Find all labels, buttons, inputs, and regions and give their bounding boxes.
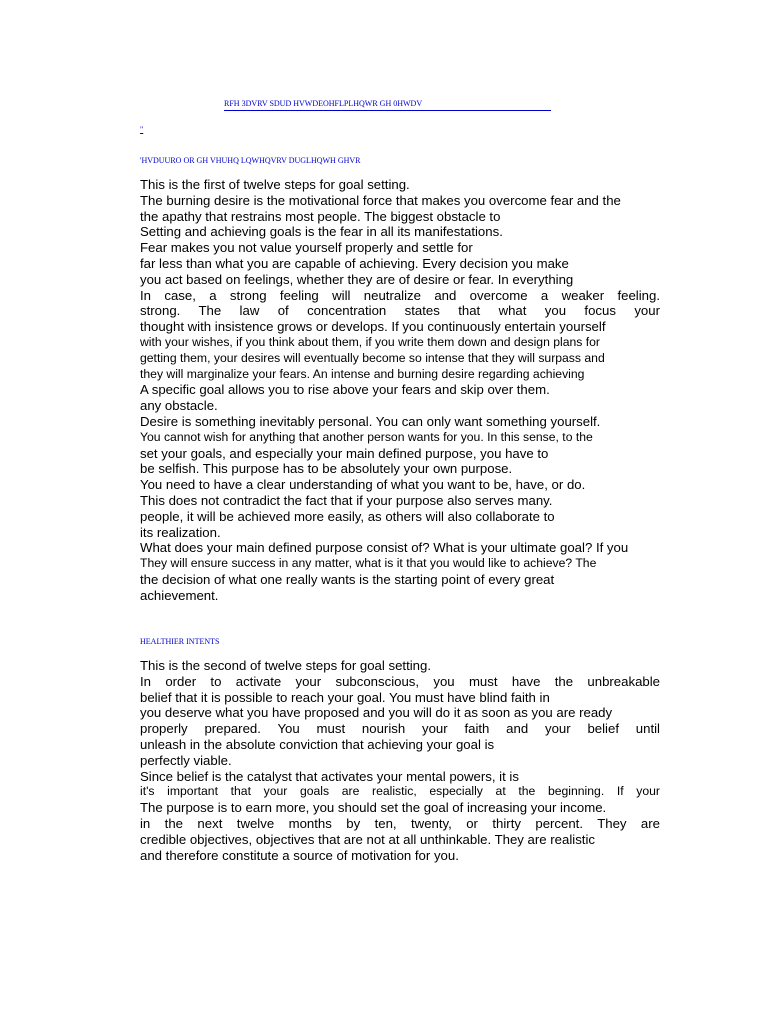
text-line: This is the second of twelve steps for goal setting. <box>140 658 432 673</box>
text-line: This does not contradict the fact that if your purpose also serves many. <box>140 492 553 508</box>
header-link[interactable]: RFH 3DVRV SDUD HVWDEOHFLPLHQWR GH 0HWDV <box>224 98 551 111</box>
text-line: belief that it is possible to reach your goal. You must have blind faith in <box>140 689 550 705</box>
text-line: the decision of what one really wants is the starting point of every great <box>140 571 555 587</box>
text-line: Fear makes you not value yourself properly and settle for <box>140 240 473 256</box>
text-line: thought with insistence grows or develops. If you continuously entertain yourself <box>140 319 606 335</box>
text-line: it's important that your goals are realistic, especially at the beginning. If your <box>140 784 660 799</box>
text-line: the apathy that restrains most people. The biggest obstacle to <box>140 208 501 224</box>
text-line: in the next twelve months by ten, twenty, or thirty percent. They are <box>140 815 660 831</box>
text-line: far less than what you are capable of achieving. Every decision you make <box>140 255 569 271</box>
text-line: In order to activate your subconscious, you must have the unbreakable <box>140 673 660 689</box>
section2-heading: HEALTHIER INTENTS <box>140 637 220 646</box>
text-line: They will ensure success in any matter, what is it that you would like to achieve? The <box>140 556 597 571</box>
text-line: be selfish. This purpose has to be absolutely your own purpose. <box>140 461 513 477</box>
text-line: This is the first of twelve steps for goal setting. <box>140 177 410 192</box>
section1-body <box>140 177 660 604</box>
text-line: and therefore constitute a source of motivation for you. <box>140 847 459 863</box>
small-link-mark[interactable]: " <box>140 125 144 134</box>
text-line: properly prepared. You must nourish your faith and your belief until <box>140 721 660 737</box>
text-line: any obstacle. <box>140 398 218 414</box>
section1-heading: 'HVDUURO OR GH VHUHQ LQWHQVRV DUGLHQWH GHVR <box>140 156 361 165</box>
text-line: In case, a strong feeling will neutralize and overcome a weaker feeling. <box>140 287 660 303</box>
text-line: with your wishes, if you think about them, if you write them down and design plans for <box>140 334 600 349</box>
text-line: Desire is something inevitably personal. You can only want something yourself. <box>140 413 601 429</box>
text-line: Since belief is the catalyst that activates your mental powers, it is <box>140 768 519 784</box>
text-line: What does your main defined purpose consist of? What is your ultimate goal? If you <box>140 540 629 556</box>
text-line: you deserve what you have proposed and you will do it as soon as you are ready <box>140 705 613 721</box>
text-line: unleash in the absolute conviction that achieving your goal is <box>140 736 495 752</box>
text-line: people, it will be achieved more easily, as others will also collaborate to <box>140 508 555 524</box>
text-line: perfectly viable. <box>140 752 232 768</box>
text-line: You need to have a clear understanding of what you want to be, have, or do. <box>140 477 586 493</box>
text-line: Setting and achieving goals is the fear in all its manifestations. <box>140 224 503 240</box>
section2-body <box>140 658 660 863</box>
text-line: A specific goal allows you to rise above your fears and skip over them. <box>140 382 550 398</box>
text-line: strong. The law of concentration states that what you focus your <box>140 303 660 319</box>
text-line: You cannot wish for anything that another person wants for you. In this sense, to the <box>140 429 593 444</box>
text-line: credible objectives, objectives that are not at all unthinkable. They are realistic <box>140 831 595 847</box>
text-line: getting them, your desires will eventually become so intense that they will surpass and <box>140 350 605 365</box>
text-line: set your goals, and especially your main defined purpose, you have to <box>140 445 549 461</box>
text-line: The purpose is to earn more, you should set the goal of increasing your income. <box>140 800 607 816</box>
text-line: The burning desire is the motivational force that makes you overcome fear and the <box>140 192 621 208</box>
text-line: you act based on feelings, whether they are of desire or fear. In everything <box>140 271 574 287</box>
text-line: they will marginalize your fears. An intense and burning desire regarding achieving <box>140 366 585 381</box>
text-line: its realization. <box>140 524 221 540</box>
text-line: achievement. <box>140 587 219 603</box>
